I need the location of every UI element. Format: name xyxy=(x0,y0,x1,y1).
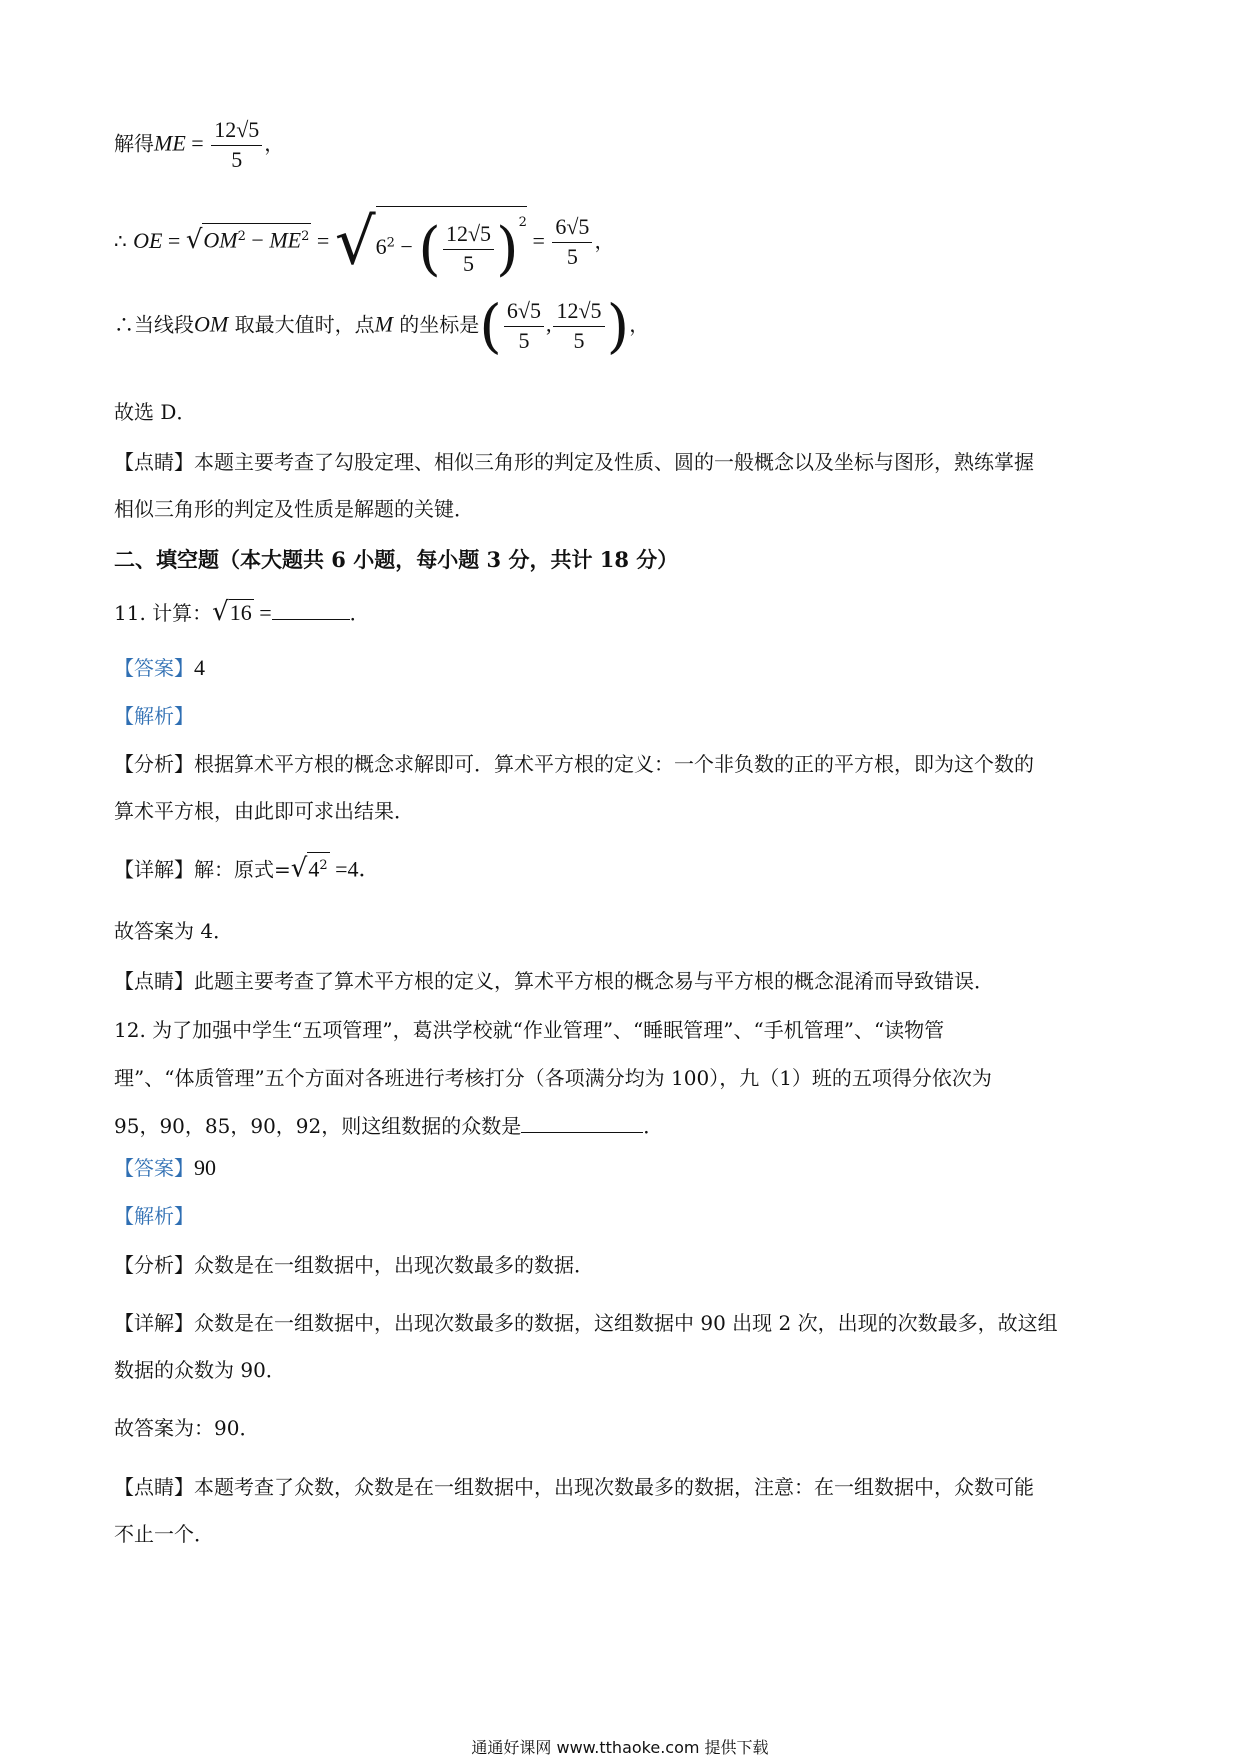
text-segment: 的坐标是 xyxy=(392,312,480,337)
fraction-denominator: 5 xyxy=(231,147,243,172)
q12-final: 故答案为：90． xyxy=(114,1416,260,1440)
comma: ， xyxy=(594,228,615,253)
comma: ， xyxy=(629,312,650,337)
q12-xiangjie-2: 数据的众数为 90． xyxy=(114,1358,286,1382)
jiexi-tag: 【解析】 xyxy=(114,1204,194,1228)
q12-line-3 xyxy=(114,1112,663,1140)
big-sqrt-icon: √ xyxy=(334,205,376,280)
period: ． xyxy=(349,601,370,625)
sqrt-icon: √ xyxy=(185,224,203,255)
fraction-numerator: 12√5 xyxy=(553,297,604,327)
q12-fenxi: 【分析】众数是在一组数据中，出现次数最多的数据． xyxy=(114,1253,594,1277)
page-footer: 通通好课网 www.tthaoke.com 提供下载 xyxy=(471,1738,769,1757)
q11-fenxi-2: 算术平方根，由此即可求出结果． xyxy=(114,799,414,823)
radicand-16: 16 xyxy=(229,600,252,625)
number-six: 6 xyxy=(375,234,387,259)
var-me: ME xyxy=(269,227,302,253)
text-segment: ∴当线段 xyxy=(114,312,194,337)
fraction-result xyxy=(552,213,592,271)
fraction-numerator: 6√5 xyxy=(504,297,544,327)
right-paren-icon: ) xyxy=(606,292,630,360)
exponent: 2 xyxy=(386,235,395,251)
question-11 xyxy=(114,598,370,627)
q11-dianjing: 【点睛】此题主要考查了算术平方根的定义，算术平方根的概念易与平方根的概念混淆而导致错误． xyxy=(114,969,994,993)
fraction-numerator: 12√5 xyxy=(211,116,262,146)
answer-value: 4 xyxy=(194,655,205,680)
q12-xiangjie-1: 【详解】众数是在一组数据中，出现次数最多的数据，这组数据中 90 出现 2 次，出现的次数最多，故这组 xyxy=(114,1311,1058,1335)
base-4: 4 xyxy=(308,856,320,882)
answer-value: 90 xyxy=(194,1155,216,1180)
therefore-symbol: ∴ xyxy=(114,228,134,253)
comma: , xyxy=(545,311,552,337)
answer-tag: 【答案】 xyxy=(114,1156,194,1180)
q12-line-3-text: 95，90，85，90，92，则这组数据的众数是 xyxy=(114,1114,522,1138)
equals-sign: = xyxy=(162,227,186,253)
q12-dianjing-1: 【点睛】本题考查了众数，众数是在一组数据中，出现次数最多的数据，注意：在一组数据中，众数可能 xyxy=(114,1475,1034,1499)
fraction-me xyxy=(211,116,262,174)
q11-xiangjie xyxy=(114,852,381,884)
fraction-denominator: 5 xyxy=(566,244,578,270)
question-prefix: 11. 计算： xyxy=(114,601,213,625)
answer-tag: 【答案】 xyxy=(114,656,194,680)
equals-sign: = xyxy=(253,600,272,625)
fraction-numerator: 6√5 xyxy=(552,213,592,243)
sqrt-icon: √ xyxy=(212,597,229,627)
q12-answer xyxy=(114,1154,216,1182)
text-segment: 取最大值时，点 xyxy=(228,312,375,337)
equals-sign: = xyxy=(311,227,335,253)
big-radicand xyxy=(375,206,527,283)
equation-me xyxy=(114,116,284,174)
minus-sign: − xyxy=(245,227,270,253)
radicand-4sq xyxy=(307,852,329,883)
dianjing-line-2: 相似三角形的判定及性质是解题的关键． xyxy=(114,497,474,521)
equals-sign: = xyxy=(526,227,551,253)
choose-d: 故选 D． xyxy=(114,400,197,424)
fraction-x xyxy=(504,297,544,355)
answer-blank xyxy=(272,601,350,620)
fraction-inner xyxy=(443,220,494,278)
fraction-numerator: 12√5 xyxy=(443,220,494,250)
left-paren-icon: ( xyxy=(418,214,441,283)
var-om: OM xyxy=(203,227,238,253)
exponent: 2 xyxy=(237,229,246,245)
exponent: 2 xyxy=(301,229,310,245)
fraction-denominator: 5 xyxy=(573,328,585,353)
exponent: 2 xyxy=(319,858,328,873)
left-paren-icon: ( xyxy=(479,292,502,360)
section-title: 二、填空题（本大题共 6 小题，每小题 3 分，共计 18 分） xyxy=(114,547,679,572)
answer-blank xyxy=(521,1114,643,1133)
var-om: OM xyxy=(194,311,229,337)
var-oe: OE xyxy=(133,227,163,253)
var-me: ME xyxy=(154,130,186,156)
q11-fenxi-1: 【分析】根据算术平方根的概念求解即可．算术平方根的定义：一个非负数的正的平方根，即为这个数的 xyxy=(114,752,1034,776)
radicand-om-me xyxy=(202,223,311,254)
q11-answer xyxy=(114,654,205,682)
q12-line-1: 12. 为了加强中学生“五项管理”，葛洪学校就“作业管理”、“睡眠管理”、“手机管理”、“读物管 xyxy=(114,1018,945,1042)
fraction-y xyxy=(553,297,604,355)
xiangjie-prefix: 【详解】解：原式= xyxy=(114,857,291,882)
q11-final: 故答案为 4． xyxy=(114,919,234,943)
right-paren-icon: ) xyxy=(496,214,519,283)
sqrt-icon: √ xyxy=(290,853,308,884)
text-jiede: 解得 xyxy=(114,131,154,156)
jiexi-tag: 【解析】 xyxy=(114,704,194,728)
var-m: M xyxy=(374,311,393,337)
comma: ， xyxy=(264,131,285,156)
dianjing-line-1: 【点睛】本题主要考查了勾股定理、相似三角形的判定及性质、圆的一般概念以及坐标与图形，熟练掌握 xyxy=(114,450,1034,474)
fraction-denominator: 5 xyxy=(462,250,474,276)
fraction-denominator: 5 xyxy=(518,328,530,353)
coordinate-line xyxy=(114,292,650,360)
q12-line-2: 理”、“体质管理”五个方面对各班进行考核打分（各项满分均为 100），九（1）班的五项得分依次为 xyxy=(114,1066,992,1090)
result: =4． xyxy=(329,856,381,882)
q12-dianjing-2: 不止一个． xyxy=(114,1522,214,1546)
minus-sign: − xyxy=(394,234,419,259)
equation-oe xyxy=(114,205,615,283)
period: ． xyxy=(643,1114,664,1138)
exponent: 2 xyxy=(518,215,527,230)
equals-sign: = xyxy=(185,130,210,156)
